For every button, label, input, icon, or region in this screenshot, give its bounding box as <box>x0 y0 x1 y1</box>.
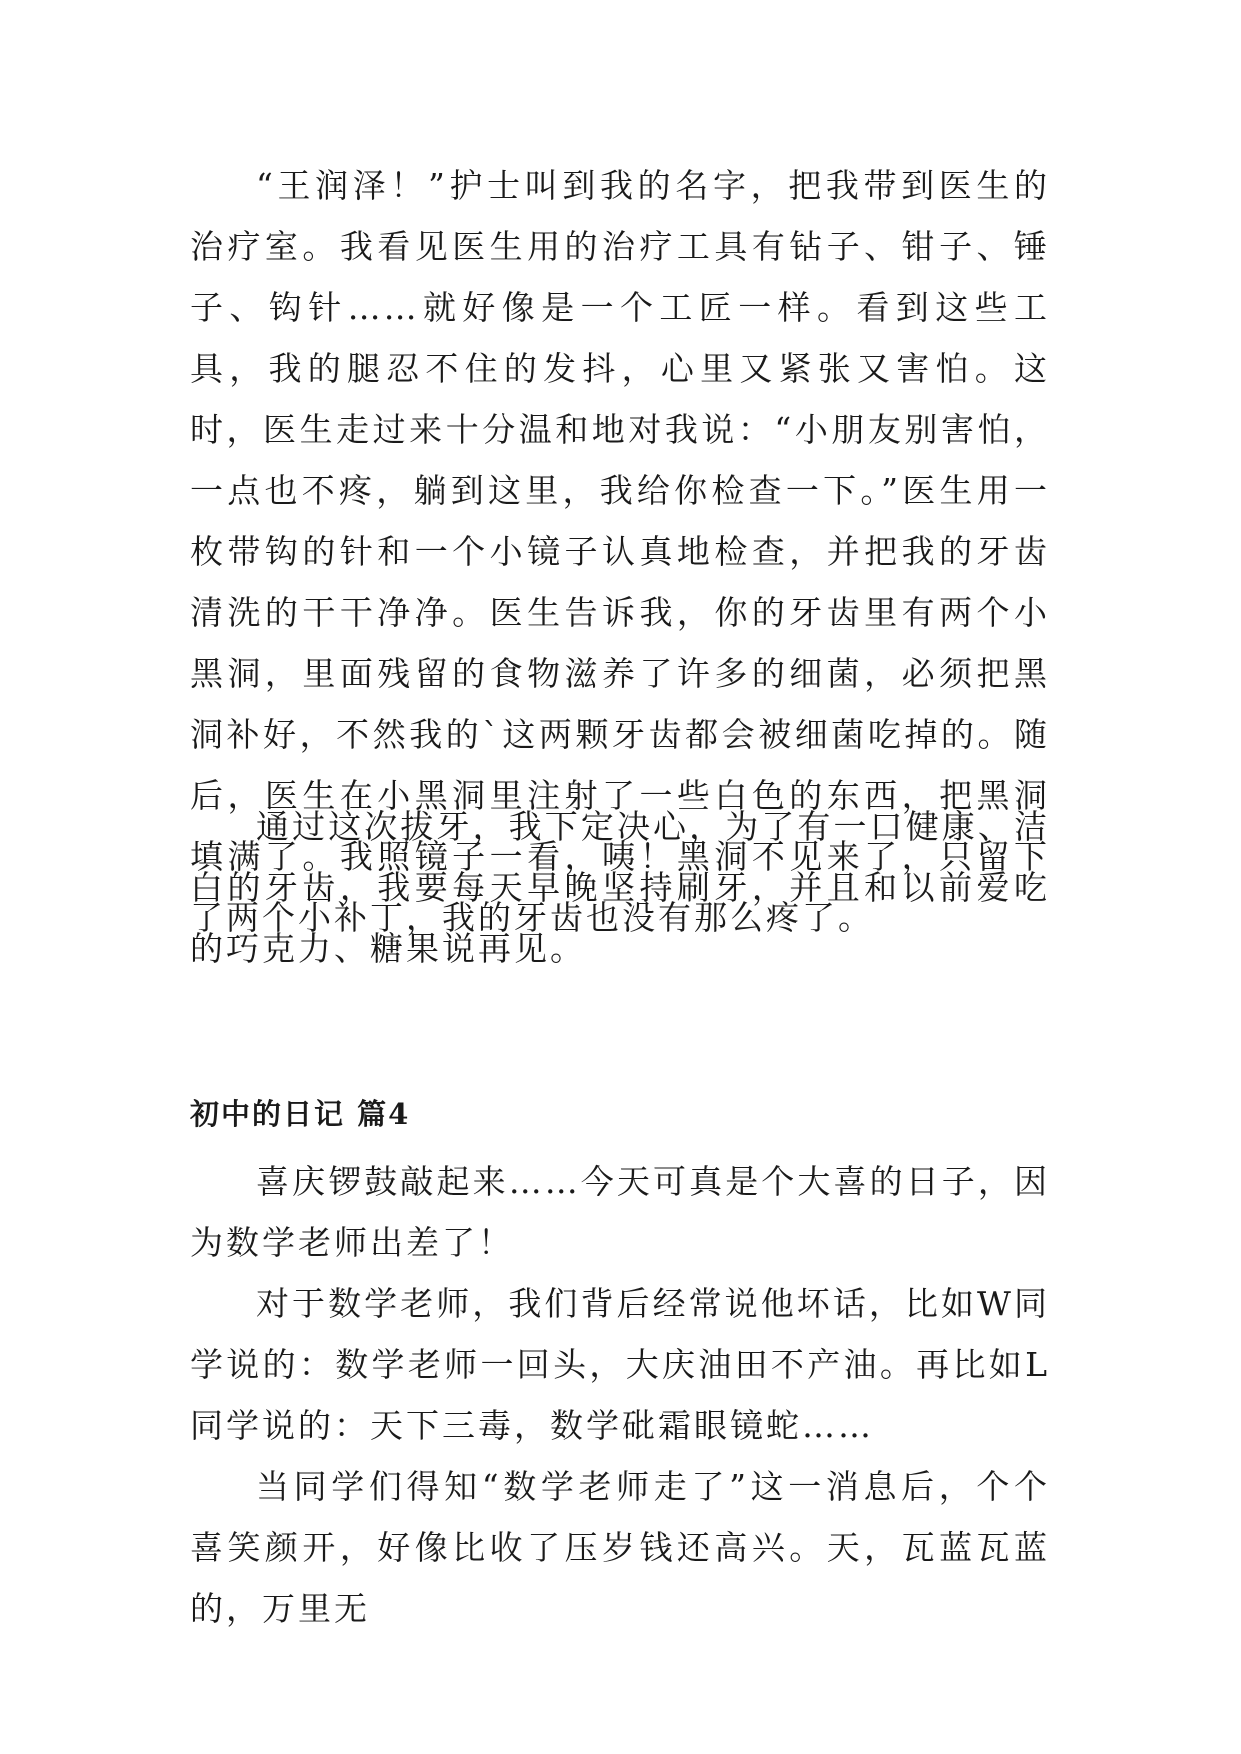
paragraph-celebration: 喜庆锣鼓敲起来……今天可真是个大喜的日子，因为数学老师出差了！ <box>190 1162 1050 1262</box>
paragraph-dentist-visit: “王润泽！”护士叫到我的名字，把我带到医生的治疗室。我看见医生用的治疗工具有钻子、钳子、锤子、钩针……就好像是一个工匠一样。看到这些工具，我的腿忍不住的发抖，心里又紧张又害怕。这时，医生走过来十分温和地对我说：“小朋友别害怕，一点也不疼，躺到这里，我给你检查一下。”医生用一枚带钩的针和一个小镜子认真地检查，并把我的牙齿清洗的干干净净。医生告诉我，你的牙齿里有两个小黑洞，里面残留的食物滋养了许多的细菌，必须把黑洞补好，不然我的`这两颗牙齿都会被细菌吃掉的。随后，医生在小黑洞里注射了一些白色的东西，把黑洞填满了。我照镜子一看，咦！黑洞不见来了，只留下了两个小补丁，我的牙齿也没有那么疼了。 <box>190 166 1050 937</box>
paragraph-resolution: 通过这次拔牙，我下定决心，为了有一口健康、洁白的牙齿，我要每天早晚坚持刷牙，并且和以前爱吃的巧克力、糖果说再见。 <box>190 807 1050 968</box>
paragraph-classmates: 当同学们得知“数学老师走了”这一消息后，个个喜笑颜开，好像比收了压岁钱还高兴。天，瓦蓝瓦蓝的，万里无 <box>190 1467 1050 1628</box>
section-heading: 初中的日记 篇4 <box>190 1097 411 1131</box>
paragraph-math-teacher: 对于数学老师，我们背后经常说他坏话，比如W同学说的：数学老师一回头，大庆油田不产油。再比如L同学说的：天下三毒，数学砒霜眼镜蛇…… <box>190 1284 1050 1445</box>
